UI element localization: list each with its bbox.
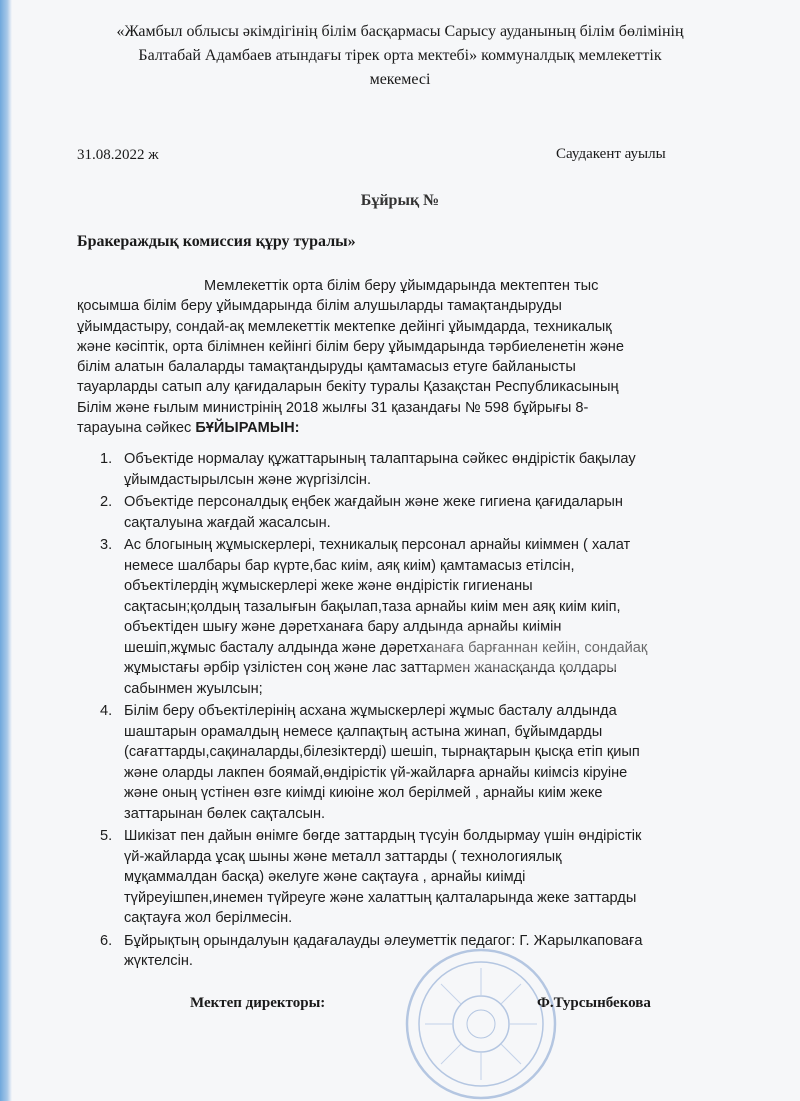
scan-fade — [430, 630, 770, 670]
order-item-1 — [100, 449, 720, 490]
order-item-line: Объектіде нормалау құжаттарының талаптарына сәйкес өндірістік бақылау — [124, 451, 636, 467]
order-date: 31.08.2022 ж — [77, 147, 159, 163]
order-item-line: Білім беру объектілерінің асхана жұмыскерлері жұмыс басталу алдында — [124, 703, 617, 719]
intro-line: Мемлекеттік орта білім беру ұйымдарында мектептен тыс — [204, 278, 599, 294]
order-item-line: заттарынан бөлек сақталсын. — [124, 805, 326, 822]
order-item-line: объектіден шығу және дәретханаға бару алдында арнайы киімін — [124, 619, 562, 635]
order-item-line: шешіп,жұмыс басталу алдында және дәретханаға барғаннан кейін, сондайақ — [124, 639, 648, 656]
order-item-line: объектілердің жұмыскерлері жеке және өндірістік гигиенаны — [124, 578, 533, 594]
header-line-3: мекемесі — [369, 71, 431, 88]
intro-line: қосымша білім беру ұйымдарында білім алушыларды тамақтандыруды — [77, 298, 562, 315]
order-items-list — [100, 449, 720, 974]
order-item-line: сақтасын;қолдың тазалығын бақылап,таза арнайы киім мен аяқ киім киіп, — [124, 598, 621, 615]
order-item-line: сабынмен жуылсын; — [124, 680, 263, 697]
order-item-2 — [100, 492, 720, 533]
order-title: Бұйрық № — [360, 192, 440, 209]
order-item-line: Объектіде персоналдық еңбек жағдайын және жеке гигиена қағидаларын — [124, 494, 623, 510]
intro-line: тауарларды сатып алу қағидаларын бекіту туралы Қазақстан Республикасының — [77, 379, 619, 396]
order-item-number: 6. — [100, 932, 113, 949]
intro-line — [77, 418, 717, 438]
order-item-5 — [100, 826, 720, 929]
order-item-number: 4. — [100, 703, 113, 719]
order-item-line: мұқаммалдан басқа) әкелуге және сақтауға , арнайы киімді — [124, 869, 526, 885]
order-keyword: БҰЙЫРАМЫН: — [195, 420, 300, 437]
signer-name: Ф.Турсынбекова — [537, 995, 651, 1011]
order-item-line: сақталуына жағдай жасалсын. — [124, 514, 331, 531]
signature-title: Мектеп директоры: — [190, 995, 326, 1011]
intro-paragraph — [77, 276, 717, 438]
order-item-line: Шикізат пен дайын өнімге бөгде заттардың түсуін болдырмау үшін өндірістік — [124, 828, 642, 844]
order-item-line: жұмыстағы әрбір үзілістен соң және лас заттармен жанасқанда қолдары — [124, 660, 617, 676]
scan-edge — [0, 0, 12, 1101]
order-item-line: немесе шалбары бар күрте,бас киім, аяқ киім) қамтамасыз етілсін, — [124, 557, 575, 574]
order-item-line: және оның үстінен өзге киімді киюіне жол берілмей , арнайы киім жеке — [124, 785, 603, 801]
order-item-number: 5. — [100, 828, 113, 844]
order-item-line: сақтауға жол берілмесін. — [124, 910, 293, 926]
order-item-4 — [100, 701, 720, 824]
order-item-line: түйреуішпен,инемен түйреуге және халаттың қалталарында жеке заттарды — [124, 889, 637, 906]
order-item-number: 1. — [100, 451, 113, 467]
order-item-line: Бұйрықтың орындалуын қадағалауды әлеуметтік педагог: Г. Жарылкаповаға — [124, 932, 643, 949]
order-item-number: 3. — [100, 537, 113, 553]
order-subject: Бракераждық комиссия құру туралы» — [77, 233, 356, 250]
order-item-3 — [100, 535, 720, 699]
order-item-line: Ас блогының жұмыскерлері, техникалық персонал арнайы киіммен ( халат — [124, 537, 631, 553]
order-item-line: ұйымдастырылсын және жүргізілсін. — [124, 471, 372, 488]
official-stamp-icon — [396, 936, 566, 1101]
header-line-1: «Жамбыл облысы әкімдігінің білім басқармасы Сарысу ауданының білім бөлімінің — [116, 23, 684, 40]
village-name: Саудакент ауылы — [556, 146, 666, 162]
order-item-line: (сағаттарды,сақиналарды,білезіктерді) шешіп, тырнақтарын қысқа етіп қиып — [124, 744, 640, 760]
intro-line: және кәсіптік, орта білімнен кейінгі білім беру ұйымдарында тәрбиеленетін және — [77, 338, 624, 355]
organization-header — [40, 20, 760, 92]
order-item-line: және оларды лакпен боямай,өндірістік үй-жайларға арнайы киімсіз кіруіне — [124, 764, 628, 781]
order-item-line: жүктелсін. — [124, 953, 193, 969]
order-item-number: 2. — [100, 494, 113, 510]
intro-line: білім алатын балаларды тамақтандыруды қамтамасыз етуге байланысты — [77, 359, 576, 376]
order-item-line: шаштарын орамалдың немесе қалпақтың астына жинап, бұйымдарды — [124, 723, 603, 740]
header-line-2: Балтабай Адамбаев атындағы тірек орта мектебі» коммуналдық мемлекеттік — [138, 47, 662, 64]
order-item-line: үй-жайларда ұсақ шыны және металл заттарды ( технологиялық — [124, 848, 562, 865]
intro-last-prefix: тарауына сәйкес — [77, 420, 196, 437]
intro-line: Білім және ғылым министрінің 2018 жылғы 31 қазандағы № 598 бұйрығы 8- — [77, 399, 589, 416]
intro-line: ұйымдастыру, сондай-ақ мемлекеттік мектепке дейінгі ұйымдарда, техникалық — [77, 318, 612, 335]
